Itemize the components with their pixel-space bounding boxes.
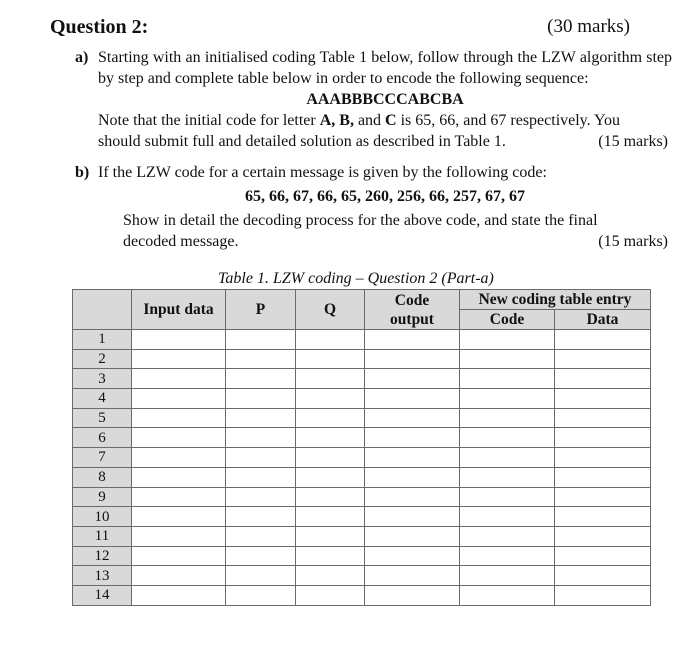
input-data-cell[interactable] bbox=[132, 448, 226, 468]
encode-sequence: AAABBBCCCABCBA bbox=[306, 91, 464, 108]
table-row bbox=[73, 448, 651, 468]
detail-line2: decoded message. bbox=[123, 233, 239, 250]
letter-b: B, bbox=[339, 112, 354, 129]
code-cell[interactable] bbox=[460, 389, 555, 409]
table-row bbox=[73, 330, 651, 350]
input-data-cell[interactable] bbox=[132, 467, 226, 487]
part-b-label: b) bbox=[75, 164, 90, 181]
input-data-cell[interactable] bbox=[132, 507, 226, 527]
input-data-cell[interactable] bbox=[132, 330, 226, 350]
part-b bbox=[75, 162, 672, 252]
p-cell[interactable] bbox=[226, 330, 296, 350]
q-cell[interactable] bbox=[296, 546, 365, 566]
part-a-instruction: Starting with an initialised coding Table 1 below, follow through the LZW algorithm step by step and complete table below in order to encode the following sequence: bbox=[98, 49, 672, 87]
data-cell[interactable] bbox=[555, 467, 651, 487]
code-output-cell[interactable] bbox=[365, 448, 460, 468]
data-cell[interactable] bbox=[555, 546, 651, 566]
part-b-detail: Show in detail the decoding process for the above code, and state the final bbox=[123, 212, 598, 229]
row-number: 13 bbox=[73, 566, 132, 586]
code-cell[interactable] bbox=[460, 369, 555, 389]
table-row bbox=[73, 389, 651, 409]
data-cell[interactable] bbox=[555, 566, 651, 586]
question-marks: (30 marks) bbox=[547, 16, 630, 37]
q-cell[interactable] bbox=[296, 389, 365, 409]
code-cell[interactable] bbox=[460, 349, 555, 369]
code-output-cell[interactable] bbox=[365, 349, 460, 369]
q-cell[interactable] bbox=[296, 369, 365, 389]
q-cell[interactable] bbox=[296, 467, 365, 487]
code-cell[interactable] bbox=[460, 507, 555, 527]
p-cell[interactable] bbox=[226, 369, 296, 389]
part-a-marks: (15 marks) bbox=[598, 133, 668, 150]
data-cell[interactable] bbox=[555, 507, 651, 527]
letter-c: C bbox=[385, 112, 397, 129]
table-row bbox=[73, 526, 651, 546]
data-cell[interactable] bbox=[555, 448, 651, 468]
input-data-cell[interactable] bbox=[132, 428, 226, 448]
row-number: 6 bbox=[73, 428, 132, 448]
part-b-intro: If the LZW code for a certain message is given by the following code: bbox=[98, 164, 547, 181]
input-data-cell[interactable] bbox=[132, 585, 226, 605]
lzw-codes: 65, 66, 67, 66, 65, 260, 256, 66, 257, 67, 67 bbox=[245, 188, 525, 205]
p-cell[interactable] bbox=[226, 526, 296, 546]
input-data-cell[interactable] bbox=[132, 389, 226, 409]
header-new-entry: New coding table entry bbox=[460, 290, 651, 310]
header-code-output-line1: Code bbox=[394, 291, 430, 309]
q-cell[interactable] bbox=[296, 566, 365, 586]
header-code-output-line2: output bbox=[390, 310, 434, 328]
part-a-label: a) bbox=[75, 49, 89, 66]
q-cell[interactable] bbox=[296, 330, 365, 350]
row-number: 2 bbox=[73, 349, 132, 369]
q-cell[interactable] bbox=[296, 428, 365, 448]
data-cell[interactable] bbox=[555, 408, 651, 428]
header-step bbox=[73, 290, 132, 330]
q-cell[interactable] bbox=[296, 448, 365, 468]
input-data-cell[interactable] bbox=[132, 546, 226, 566]
p-cell[interactable] bbox=[226, 448, 296, 468]
code-output-cell[interactable] bbox=[365, 330, 460, 350]
data-cell[interactable] bbox=[555, 487, 651, 507]
code-cell[interactable] bbox=[460, 467, 555, 487]
input-data-cell[interactable] bbox=[132, 487, 226, 507]
header-code: Code bbox=[460, 310, 555, 330]
input-data-cell[interactable] bbox=[132, 566, 226, 586]
table-row bbox=[73, 349, 651, 369]
code-output-cell[interactable] bbox=[365, 408, 460, 428]
note-text-post: is 65, 66, and 67 respectively. You bbox=[396, 112, 620, 129]
code-output-cell[interactable] bbox=[365, 369, 460, 389]
code-output-cell[interactable] bbox=[365, 507, 460, 527]
code-output-cell[interactable] bbox=[365, 467, 460, 487]
row-number: 12 bbox=[73, 546, 132, 566]
input-data-cell[interactable] bbox=[132, 349, 226, 369]
p-cell[interactable] bbox=[226, 349, 296, 369]
table-row bbox=[73, 428, 651, 448]
code-cell[interactable] bbox=[460, 566, 555, 586]
data-cell[interactable] bbox=[555, 369, 651, 389]
header-input-data: Input data bbox=[132, 290, 226, 330]
header-q: Q bbox=[296, 290, 365, 330]
note-line2: should submit full and detailed solution as described in Table 1. bbox=[98, 133, 506, 150]
code-cell[interactable] bbox=[460, 428, 555, 448]
row-number: 14 bbox=[73, 585, 132, 605]
part-a bbox=[75, 47, 672, 152]
p-cell[interactable] bbox=[226, 428, 296, 448]
p-cell[interactable] bbox=[226, 487, 296, 507]
row-number: 11 bbox=[73, 526, 132, 546]
data-cell[interactable] bbox=[555, 526, 651, 546]
code-cell[interactable] bbox=[460, 408, 555, 428]
header-code-output bbox=[365, 290, 460, 330]
p-cell[interactable] bbox=[226, 389, 296, 409]
table-row bbox=[73, 546, 651, 566]
data-cell[interactable] bbox=[555, 349, 651, 369]
code-cell[interactable] bbox=[460, 546, 555, 566]
q-cell[interactable] bbox=[296, 349, 365, 369]
p-cell[interactable] bbox=[226, 566, 296, 586]
header-p: P bbox=[226, 290, 296, 330]
code-output-cell[interactable] bbox=[365, 487, 460, 507]
table-row bbox=[73, 487, 651, 507]
table-row bbox=[73, 566, 651, 586]
code-cell[interactable] bbox=[460, 330, 555, 350]
row-number: 9 bbox=[73, 487, 132, 507]
row-number: 5 bbox=[73, 408, 132, 428]
input-data-cell[interactable] bbox=[132, 526, 226, 546]
q-cell[interactable] bbox=[296, 507, 365, 527]
data-cell[interactable] bbox=[555, 428, 651, 448]
note-text: Note that the initial code for letter bbox=[98, 112, 320, 129]
row-number: 4 bbox=[73, 389, 132, 409]
q-cell[interactable] bbox=[296, 487, 365, 507]
table-caption: Table 1. LZW coding – Question 2 (Part-a) bbox=[218, 270, 494, 287]
table-row bbox=[73, 369, 651, 389]
code-cell[interactable] bbox=[460, 585, 555, 605]
part-a-note-line2 bbox=[98, 131, 672, 152]
code-output-cell[interactable] bbox=[365, 546, 460, 566]
lzw-coding-table bbox=[72, 289, 651, 606]
table-body bbox=[73, 330, 651, 606]
code-cell[interactable] bbox=[460, 487, 555, 507]
table-row bbox=[73, 507, 651, 527]
code-output-cell[interactable] bbox=[365, 585, 460, 605]
row-number: 7 bbox=[73, 448, 132, 468]
row-number: 3 bbox=[73, 369, 132, 389]
q-cell[interactable] bbox=[296, 585, 365, 605]
data-cell[interactable] bbox=[555, 389, 651, 409]
part-b-marks: (15 marks) bbox=[598, 233, 668, 250]
q-cell[interactable] bbox=[296, 526, 365, 546]
table-row bbox=[73, 467, 651, 487]
p-cell[interactable] bbox=[226, 585, 296, 605]
code-output-cell[interactable] bbox=[365, 389, 460, 409]
note-and: and bbox=[353, 112, 386, 129]
p-cell[interactable] bbox=[226, 408, 296, 428]
part-a-note bbox=[98, 110, 672, 131]
code-cell[interactable] bbox=[460, 448, 555, 468]
p-cell[interactable] bbox=[226, 507, 296, 527]
header-data: Data bbox=[555, 310, 651, 330]
input-data-cell[interactable] bbox=[132, 408, 226, 428]
data-cell[interactable] bbox=[555, 330, 651, 350]
part-b-detail-line2 bbox=[123, 231, 672, 252]
table-row bbox=[73, 585, 651, 605]
q-cell[interactable] bbox=[296, 408, 365, 428]
code-cell[interactable] bbox=[460, 526, 555, 546]
row-number: 1 bbox=[73, 330, 132, 350]
code-output-cell[interactable] bbox=[365, 428, 460, 448]
row-number: 8 bbox=[73, 467, 132, 487]
table-row bbox=[73, 408, 651, 428]
code-output-cell[interactable] bbox=[365, 526, 460, 546]
p-cell[interactable] bbox=[226, 546, 296, 566]
row-number: 10 bbox=[73, 507, 132, 527]
p-cell[interactable] bbox=[226, 467, 296, 487]
code-output-cell[interactable] bbox=[365, 566, 460, 586]
question-title: Question 2: bbox=[50, 16, 149, 38]
letter-a: A, bbox=[319, 112, 336, 129]
data-cell[interactable] bbox=[555, 585, 651, 605]
input-data-cell[interactable] bbox=[132, 369, 226, 389]
